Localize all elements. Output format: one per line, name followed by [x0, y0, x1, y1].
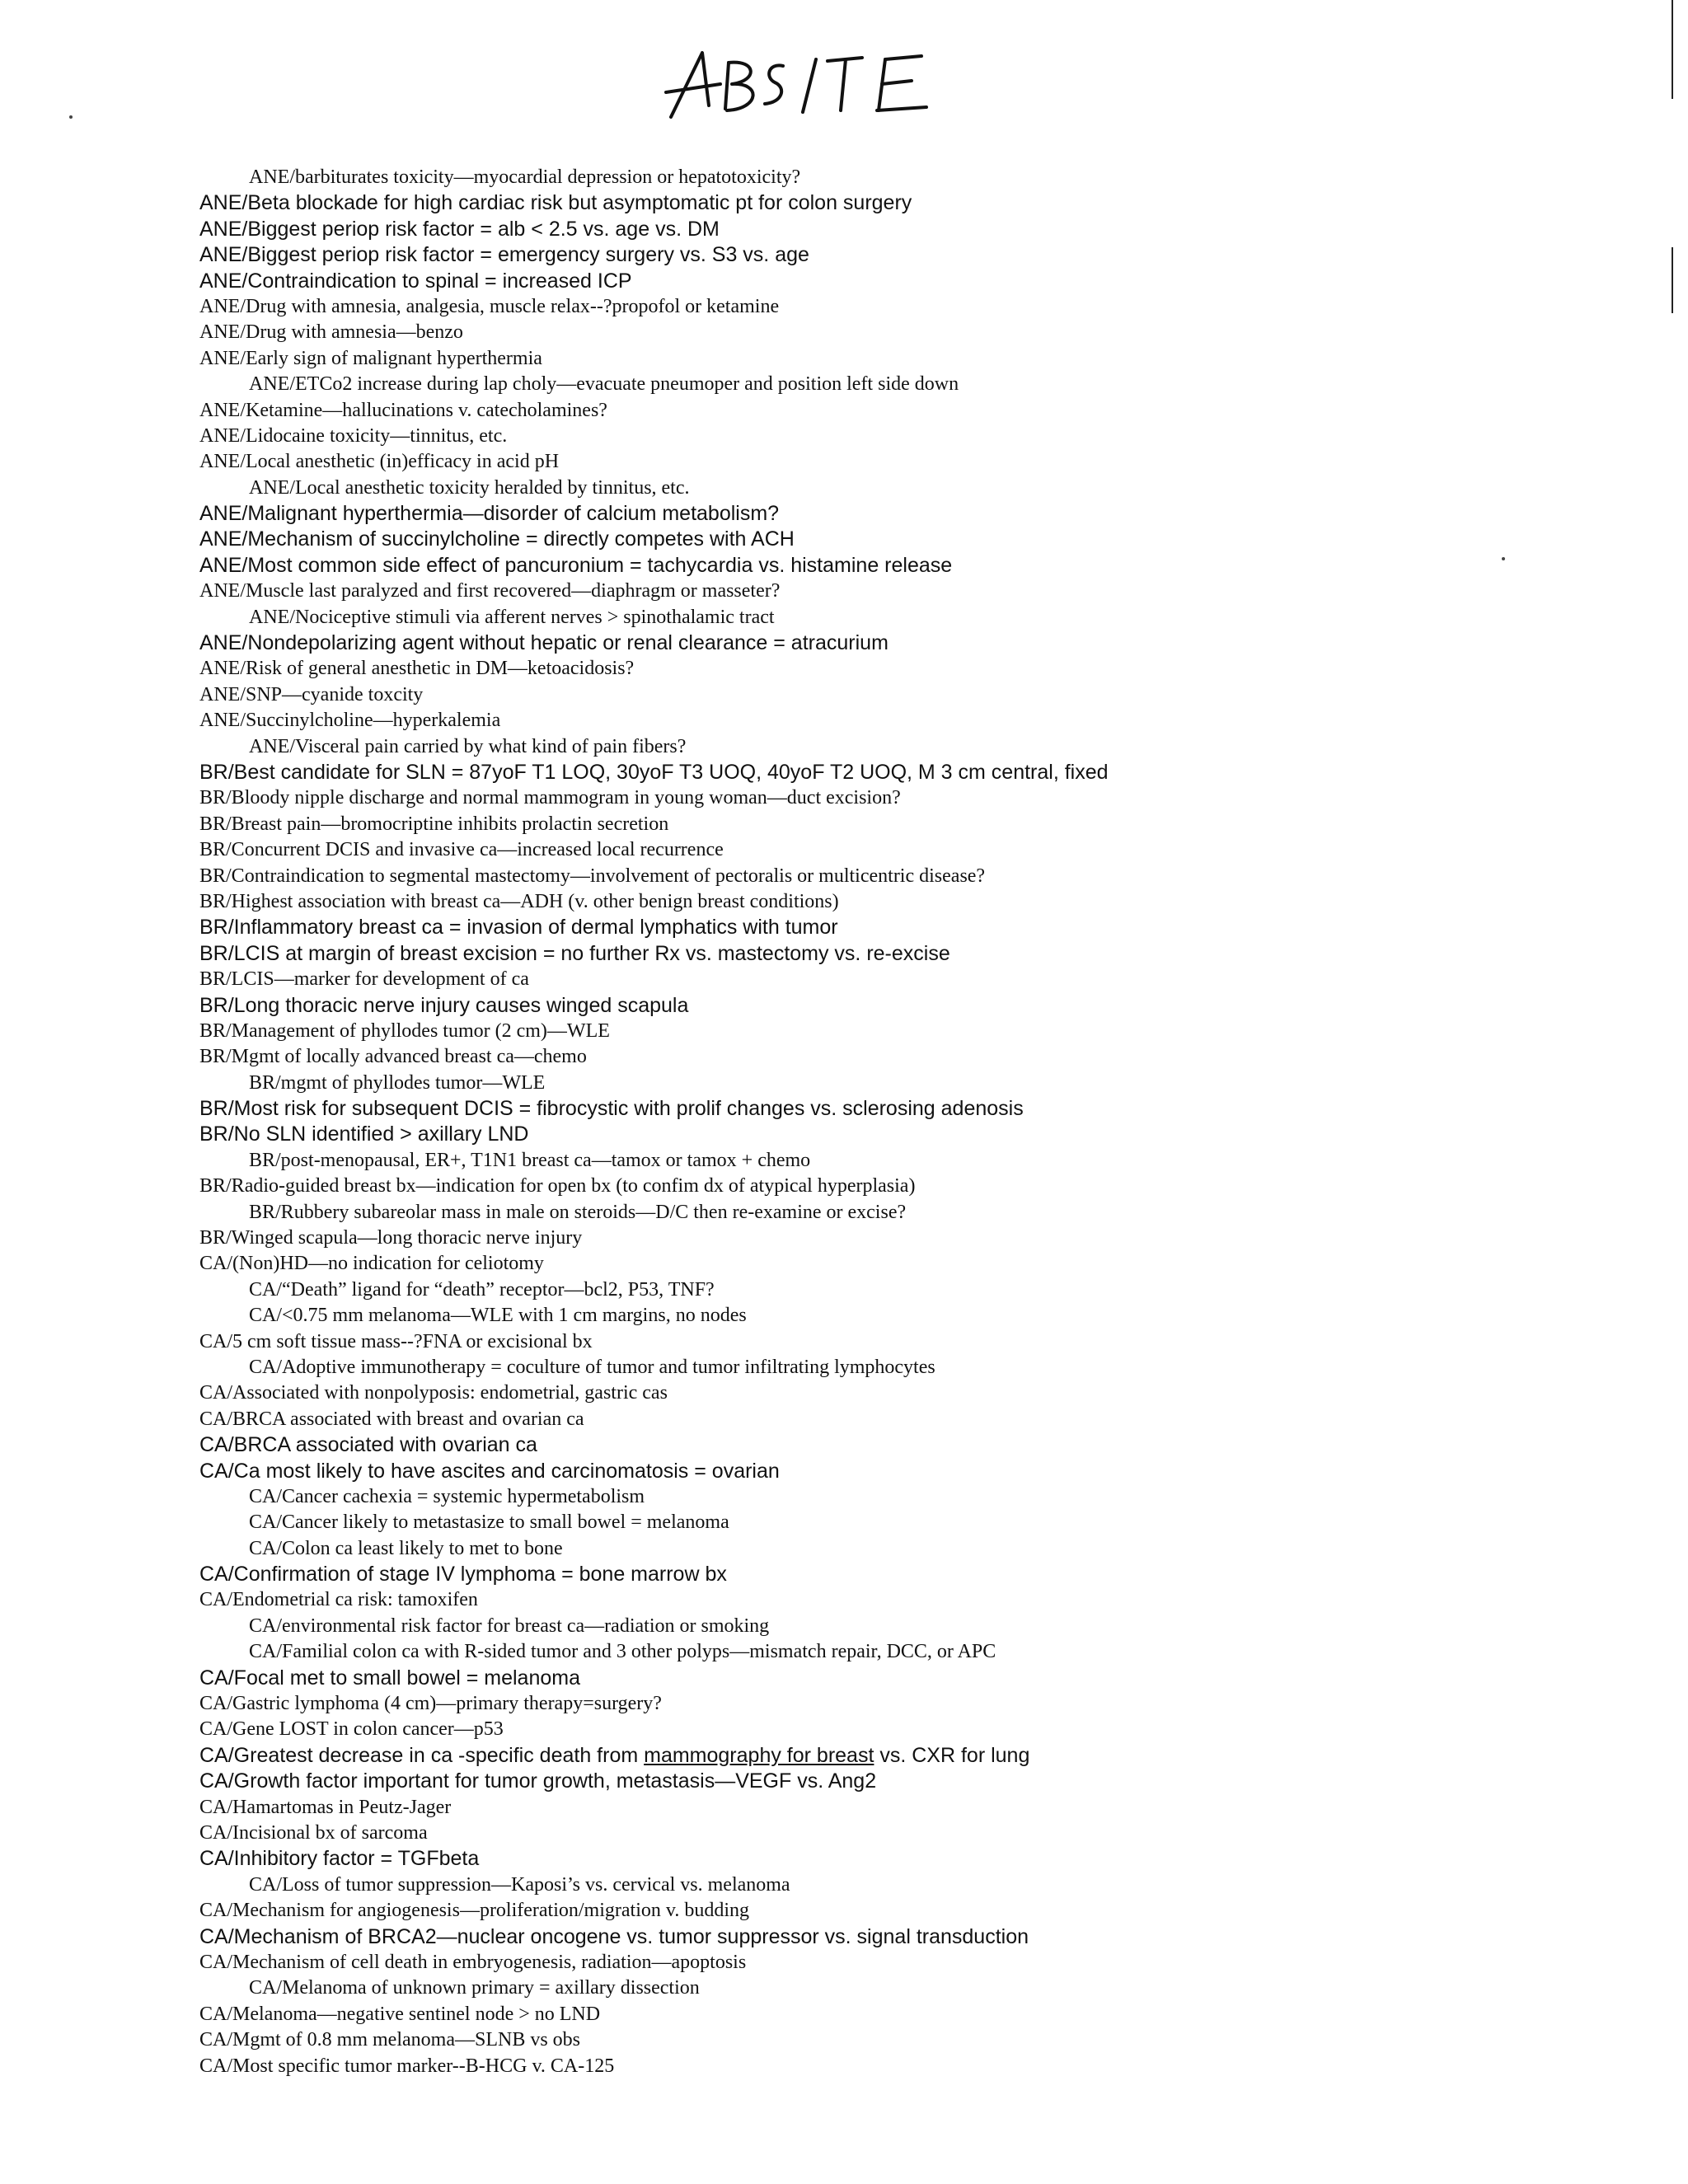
question-text: ANE/Lidocaine toxicity—tinnitus, etc. — [199, 424, 508, 447]
question-line — [199, 476, 1650, 501]
question-line — [199, 217, 1650, 242]
question-line — [199, 1691, 1650, 1717]
underlined-text: mammography for breast — [644, 1743, 874, 1767]
question-line — [199, 1484, 1650, 1510]
question-line — [199, 346, 1650, 372]
question-text: CA/Loss of tumor suppression—Kaposi’s vs. cervical vs. melanoma — [249, 1873, 790, 1896]
question-text: ANE/Mechanism of succinylcholine = directly competes with ACH — [199, 527, 795, 551]
question-text: CA/Familial colon ca with R-sided tumor and 3 other polyps—mismatch repair, DCC, or APC — [249, 1641, 996, 1663]
question-line — [199, 294, 1650, 320]
question-line — [199, 1562, 1650, 1587]
question-line — [199, 1380, 1650, 1406]
question-line — [199, 1614, 1650, 1639]
question-text: ANE/ETCo2 increase during lap choly—evacuate pneumoper and position left side down — [249, 373, 959, 396]
question-text: CA/“Death” ligand for “death” receptor—bcl2, P53, TNF? — [249, 1278, 715, 1301]
question-line — [199, 320, 1650, 345]
question-line — [199, 1251, 1650, 1277]
question-line — [199, 1200, 1650, 1226]
question-line — [199, 2027, 1650, 2053]
question-line — [199, 372, 1650, 397]
question-line — [199, 941, 1650, 967]
question-line — [199, 1872, 1650, 1898]
question-text: BR/Highest association with breast ca—ADH (v. other benign breast conditions) — [199, 890, 839, 912]
question-text: CA/Focal met to small bowel = melanoma — [199, 1666, 580, 1690]
question-text: BR/Bloody nipple discharge and normal mammogram in young woman—duct excision? — [199, 787, 901, 809]
question-text: CA/(Non)HD—no indication for celiotomy — [199, 1253, 544, 1275]
question-line — [199, 1303, 1650, 1329]
handwritten-title — [659, 41, 940, 132]
question-line — [199, 1459, 1650, 1484]
question-line — [199, 1639, 1650, 1665]
question-line — [199, 1277, 1650, 1303]
question-text: CA/Greatest decrease in ca -specific death from — [199, 1743, 645, 1767]
question-line — [199, 553, 1650, 579]
question-text: BR/LCIS—marker for development of ca — [199, 968, 529, 991]
question-text: ANE/Succinylcholine—hyperkalemia — [199, 710, 501, 732]
question-line — [199, 812, 1650, 837]
question-line — [199, 1769, 1650, 1794]
question-text: CA/Hamartomas in Peutz-Jager — [199, 1796, 452, 1818]
question-text: BR/Breast pain—bromocriptine inhibits prolactin secretion — [199, 813, 669, 835]
question-text: ANE/Malignant hyperthermia—disorder of calcium metabolism? — [199, 502, 780, 526]
question-text: CA/Melanoma—negative sentinel node > no LND — [199, 2003, 601, 2025]
question-line — [199, 269, 1650, 294]
question-text: CA/Gastric lymphoma (4 cm)—primary therapy=surgery? — [199, 1693, 662, 1715]
question-text: CA/Colon ca least likely to met to bone — [249, 1537, 563, 1559]
question-text: ANE/Early sign of malignant hyperthermia — [199, 347, 542, 369]
question-line — [199, 1071, 1650, 1096]
question-line — [199, 837, 1650, 863]
question-line — [199, 1174, 1650, 1199]
question-text: BR/Radio-guided breast bx—indication for open bx (to confim dx of atypical hyperplasia) — [199, 1175, 916, 1197]
question-text: ANE/Most common side effect of pancuronium = tachycardia vs. histamine release — [199, 553, 953, 577]
question-line — [199, 760, 1650, 785]
question-text: ANE/Drug with amnesia—benzo — [199, 321, 463, 344]
question-line — [199, 1044, 1650, 1070]
question-text: BR/Best candidate for SLN = 87yoF T1 LOQ, 30yoF T3 UOQ, 40yoF T2 UOQ, M 3 cm central, fixed — [199, 760, 1109, 784]
question-line — [199, 682, 1650, 708]
question-line — [199, 1950, 1650, 1975]
question-text: CA/environmental risk factor for breast ca—radiation or smoking — [249, 1615, 770, 1637]
question-line — [199, 656, 1650, 682]
question-line — [199, 915, 1650, 940]
question-text: CA/Gene LOST in colon cancer—p53 — [199, 1718, 504, 1741]
question-text: CA/Endometrial ca risk: tamoxifen — [199, 1589, 478, 1611]
question-text: ANE/Visceral pain carried by what kind of pain fibers? — [249, 735, 687, 757]
question-text: ANE/Nociceptive stimuli via afferent nerves > spinothalamic tract — [249, 606, 775, 628]
question-text: BR/post-menopausal, ER+, T1N1 breast ca—tamox or tamox + chemo — [249, 1149, 811, 1171]
question-text: BR/Mgmt of locally advanced breast ca—chemo — [199, 1046, 587, 1068]
question-text-tail: vs. CXR for lung — [874, 1743, 1030, 1767]
scan-speck — [1502, 557, 1505, 560]
question-text: CA/Incisional bx of sarcoma — [199, 1822, 428, 1844]
question-text: BR/Winged scapula—long thoracic nerve injury — [199, 1227, 583, 1249]
question-line — [199, 242, 1650, 268]
question-line — [199, 1821, 1650, 1846]
question-text: BR/Concurrent DCIS and invasive ca—increased local recurrence — [199, 839, 724, 861]
question-text: CA/<0.75 mm melanoma—WLE with 1 cm margins, no nodes — [249, 1305, 747, 1327]
question-text: ANE/SNP—cyanide toxcity — [199, 683, 424, 705]
question-text: CA/Associated with nonpolyposis: endometrial, gastric cas — [199, 1382, 668, 1404]
question-text: CA/Mgmt of 0.8 mm melanoma—SLNB vs obs — [199, 2029, 580, 2051]
question-text: CA/Growth factor important for tumor growth, metastasis—VEGF vs. Ang2 — [199, 1769, 877, 1793]
question-text: ANE/Risk of general anesthetic in DM—ketoacidosis? — [199, 658, 635, 680]
question-line — [199, 1329, 1650, 1355]
question-line — [199, 1666, 1650, 1691]
question-text: ANE/Local anesthetic (in)efficacy in acid pH — [199, 451, 560, 473]
question-line — [199, 1355, 1650, 1380]
question-text: ANE/Nondepolarizing agent without hepatic or renal clearance = atracurium — [199, 631, 889, 655]
question-line — [199, 424, 1650, 449]
scan-speck — [69, 115, 73, 119]
question-text: CA/Melanoma of unknown primary = axillary dissection — [249, 1977, 700, 1999]
question-text: BR/Most risk for subsequent DCIS = fibrocystic with prolif changes vs. sclerosing adenosis — [199, 1097, 1024, 1121]
question-line — [199, 1743, 1650, 1769]
question-line — [199, 1432, 1650, 1458]
question-list — [199, 165, 1650, 2079]
question-text: CA/Cancer cachexia = systemic hypermetabolism — [249, 1485, 645, 1507]
question-text: ANE/Ketamine—hallucinations v. catecholamines? — [199, 399, 607, 421]
question-line — [199, 1924, 1650, 1950]
question-line — [199, 993, 1650, 1019]
question-text: CA/Cancer likely to metastasize to small bowel = melanoma — [249, 1511, 729, 1534]
question-line — [199, 1717, 1650, 1742]
question-text: CA/Mechanism for angiogenesis—proliferation/migration v. budding — [199, 1900, 749, 1922]
question-text: CA/Adoptive immunotherapy = coculture of tumor and tumor infiltrating lymphocytes — [249, 1356, 935, 1378]
question-line — [199, 605, 1650, 630]
question-line — [199, 449, 1650, 475]
question-line — [199, 579, 1650, 604]
question-line — [199, 1898, 1650, 1924]
question-line — [199, 2002, 1650, 2027]
question-text: ANE/Beta blockade for high cardiac risk but asymptomatic pt for colon surgery — [199, 191, 912, 215]
question-text: CA/Ca most likely to have ascites and carcinomatosis = ovarian — [199, 1459, 780, 1483]
question-text: CA/Inhibitory factor = TGFbeta — [199, 1847, 480, 1871]
question-line — [199, 1846, 1650, 1872]
question-line — [199, 864, 1650, 889]
question-text: BR/mgmt of phyllodes tumor—WLE — [249, 1071, 546, 1094]
question-text: CA/BRCA associated with ovarian ca — [199, 1433, 537, 1457]
question-text: CA/BRCA associated with breast and ovarian ca — [199, 1408, 584, 1430]
question-line — [199, 2054, 1650, 2079]
question-text: BR/No SLN identified > axillary LND — [199, 1122, 529, 1146]
question-text: ANE/Muscle last paralyzed and first recovered—diaphragm or masseter? — [199, 580, 781, 602]
question-line — [199, 1795, 1650, 1821]
question-line — [199, 1019, 1650, 1044]
question-line — [199, 1226, 1650, 1251]
question-text: ANE/Drug with amnesia, analgesia, muscle relax--?propofol or ketamine — [199, 295, 780, 317]
question-text: BR/LCIS at margin of breast excision = no further Rx vs. mastectomy vs. re-excise — [199, 941, 950, 965]
question-line — [199, 630, 1650, 656]
question-text: BR/Long thoracic nerve injury causes winged scapula — [199, 993, 689, 1017]
question-line — [199, 785, 1650, 811]
question-text: ANE/Biggest periop risk factor = emergency surgery vs. S3 vs. age — [199, 243, 809, 267]
question-line — [199, 1510, 1650, 1535]
question-line — [199, 1122, 1650, 1147]
scan-edge-mark — [1672, 247, 1673, 313]
question-text: ANE/barbiturates toxicity—myocardial depression or hepatotoxicity? — [249, 166, 801, 188]
question-line — [199, 190, 1650, 216]
question-text: BR/Rubbery subareolar mass in male on steroids—D/C then re-examine or excise? — [249, 1201, 907, 1223]
question-line — [199, 708, 1650, 733]
question-text: CA/5 cm soft tissue mass--?FNA or excisional bx — [199, 1330, 593, 1352]
question-text: CA/Mechanism of cell death in embryogenesis, radiation—apoptosis — [199, 1951, 747, 1973]
question-text: BR/Management of phyllodes tumor (2 cm)—WLE — [199, 1019, 610, 1042]
question-text: ANE/Biggest periop risk factor = alb < 2.5 vs. age vs. DM — [199, 217, 720, 241]
question-text: BR/Inflammatory breast ca = invasion of dermal lymphatics with tumor — [199, 916, 838, 940]
handwritten-title-drawing — [659, 41, 940, 132]
question-line — [199, 398, 1650, 424]
question-text: CA/Most specific tumor marker--B-HCG v. CA-125 — [199, 2055, 615, 2077]
question-text: BR/Contraindication to segmental mastectomy—involvement of pectoralis or multicentric disease? — [199, 865, 986, 887]
question-line — [199, 1587, 1650, 1613]
question-line — [199, 967, 1650, 992]
question-line — [199, 1096, 1650, 1122]
question-text: CA/Confirmation of stage IV lymphoma = bone marrow bx — [199, 1563, 727, 1586]
question-line — [199, 1975, 1650, 2001]
question-line — [199, 1148, 1650, 1174]
question-text: CA/Mechanism of BRCA2—nuclear oncogene vs. tumor suppressor vs. signal transduction — [199, 1924, 1029, 1948]
question-line — [199, 501, 1650, 527]
question-text: ANE/Local anesthetic toxicity heralded by tinnitus, etc. — [249, 476, 690, 499]
question-line — [199, 1407, 1650, 1432]
question-line — [199, 1536, 1650, 1562]
question-line — [199, 527, 1650, 552]
question-line — [199, 734, 1650, 760]
question-text: ANE/Contraindication to spinal = increased ICP — [199, 269, 632, 293]
question-line — [199, 889, 1650, 915]
scan-edge-mark — [1672, 0, 1673, 99]
question-line — [199, 165, 1650, 190]
